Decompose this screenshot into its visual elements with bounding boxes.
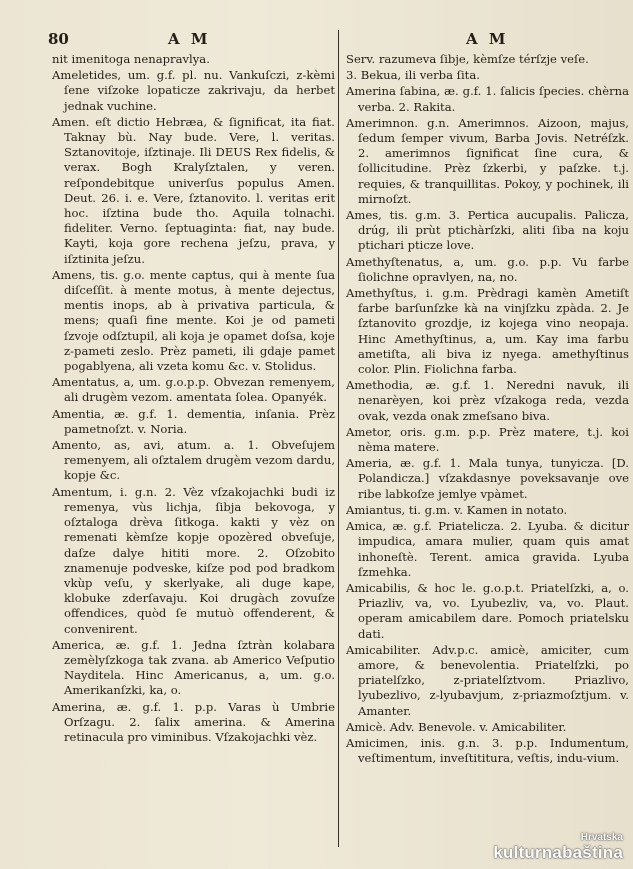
watermark-logo xyxy=(493,832,623,863)
right-column xyxy=(346,52,629,843)
dictionary-entry: Ametor, oris. g.m. p.p. Prèz matere, t.j. koi nèma matere. xyxy=(346,424,629,455)
dictionary-entry: Serv. razumeva ſibje, kèmſze térſzje veſe. xyxy=(346,52,589,66)
dictionary-entry: Ames, tis. g.m. 3. Pertica aucupalis. Palicza, drúg, ili prùt ptichàrſzki, aliti ſiba na koju ptichari pticze love. xyxy=(346,208,629,253)
dictionary-entry: Amethyſtus, i. g.m. Prèdragi kamèn Ametiſt farbe barſunſzke kà na vinjſzku zpàda. 2. Je ſztanovito grozdje, iz kojega vino neopaja. Hinc Amethyſtinus, a, um. Kay ima farbu ametiſta, ali biva iz nyega. amethyſtinus color. Plin. Fiolichna farba. xyxy=(346,286,629,377)
dictionary-entry: nit imenitoga nenapravlya. xyxy=(52,52,210,66)
page-header xyxy=(48,30,609,52)
dictionary-entry: Amentia, æ. g.f. 1. dementia, inſania. Prèz pametnoſzt. v. Noria. xyxy=(52,406,335,436)
dictionary-entry: Amiantus, ti. g.m. v. Kamen in notato. xyxy=(346,502,568,517)
dictionary-entry: Amicè. Adv. Benevole. v. Amicabiliter. xyxy=(346,719,567,734)
left-column xyxy=(52,52,335,843)
dictionary-entry: Amerina ſabina, æ. g.f. 1. ſalicis ſpecies. chèrna verba. 2. Rakita. xyxy=(346,84,629,114)
dictionary-entry: Amerina, æ. g.f. 1. p.p. Varas ù Umbrie Orſzagu. 2. ſalix amerina. & Amerina retinacula pro viminibus. Vſzakojachki vèz. xyxy=(52,699,335,744)
dictionary-entry: Amicimen, inis. g.n. 3. p.p. Indumentum, veſtimentum, inveſtititura, veſtis, indu-vium. xyxy=(346,735,629,766)
dictionary-entry: Amentum, i. g.n. 2. Vèz vſzakojachki budi iz remenya, vùs lichja, ſibja bekovoga, y oſztaloga drèva ſitkoga. kakti y vèz on remenati kèmſze kopje opozèred obveſuje, daſze dalye hititi more. 2. Oſzobito znamenuje podveske, kiſze pod pod bradkom vkùp veſu, y skerlyake, ali duge kape, klobuke zderſavaju. Koi drugàch zovuſze offendices, quòd ſe mutuò offenderent, & convenirent. xyxy=(52,484,335,636)
dictionary-entry: Amen. eſt dictio Hebræa, & ſignificat, ita fiat. Taknay bù. Nay bude. Vere, l. veritas. Sztanovitoje, iſztinaje. Ili DEUS Rex fidelis, & verax. Bogh Kralyſztalen, y veren. reſpondebitque univerſus populus Amen. Deut. 26. i. e. Vere, ſztanovito. l. veritas erit hoc. iſztina bude tho. Aquila tolnachi. fideliter. Verno. ſeptuaginta: fiat, nay bude. Kayti, koja gore rechena jeſzu, prava, y iſztinita jeſzu. xyxy=(52,114,335,266)
dictionary-entry: Amento, as, avi, atum. a. 1. Obveſujem remenyem, ali oſztalem drugèm vezom dardu, kopje &c. xyxy=(52,438,335,483)
dictionary-entry: Amerimnon. g.n. Amerimnos. Aizoon, majus, ſedum ſemper vivum, Barba Jovis. Netréſzk. 2. amerimnos ſignificat ſine cura, & ſollicitudine. Prèz ſzkerbi, y paſzke. t.j. requies, & tranquillitas. Pokoy, y pochinek, ili mirnoſzt. xyxy=(346,115,629,206)
dictionary-entry: Amethyſtenatus, a, um. g.o. p.p. Vu farbe ſiolichne opravlyen, na, no. xyxy=(346,254,629,284)
watermark-bottom-text: kulturnabaština xyxy=(493,843,623,862)
dictionary-entry: Amicabiliter. Adv.p.c. amicè, amiciter, cum amore, & benevolentia. Priatelſzki, po priatelſzko, z-priatelſztvom. Priazlivo, lyubezlivo, z-lyubavjum, z-priazmoſztjum. v. Amanter. xyxy=(346,642,629,718)
dictionary-entry: Amens, tis. g.o. mente captus, qui à mente ſua diſceſſit. à mente motus, à mente dejectus, mentis inops, ab à privativa particula, & mens; quaſi fine mente. Koi je od pameti ſzvoje odſztupil, ali koja je opamet doſsa, koje z-pameti zeslo. Prèz pameti, ili gdaje pamet pogablyena, ali vzeta komu &c. v. Stolidus. xyxy=(52,267,335,374)
dictionary-entry: America, æ. g.f. 1. Jedna ſztràn kolabara zemèlyſzkoga tak zvana. ab Americo Veſputio Nayditela. Hinc Americanus, a, um. g.o. Amerikanſzki, ka, o. xyxy=(52,637,335,698)
dictionary-entry: Amica, æ. g.f. Priatelicza. 2. Lyuba. & dicitur impudica, amara mulier, quam quis amat inhoneſtè. Terent. amica gravida. Lyuba ſzmehka. xyxy=(346,519,629,579)
running-head-left: A M xyxy=(168,30,211,48)
running-head-right: A M xyxy=(466,30,509,48)
page-number: 80 xyxy=(48,30,69,48)
dictionary-entry: 3. Bekua, ili verba ſita. xyxy=(346,68,480,83)
dictionary-entry: Amicabilis, & hoc le. g.o.p.t. Priatelſzki, a, o. Priazliv, va, vo. Lyubezliv, va, vo. Plaut. operam amicabilem dare. Pomoch priatelsku dati. xyxy=(346,580,629,641)
dictionary-entry: Ameletides, um. g.f. pl. nu. Vankuſczi, z-kèmi ſene viſzoke lopaticze zakrivaju, da herbet jednak vuchine. xyxy=(52,68,335,113)
dictionary-entry: Amentatus, a, um. g.o.p.p. Obvezan remenyem, ali drugèm vezom. amentata ſolea. Opanyék. xyxy=(52,375,335,405)
dictionary-entry: Ameria, æ. g.f. 1. Mala tunya, tunyicza. [D. Polandicza.] vſzakdasnye poveksavanje ove ribe labkoſze jemlye vpàmet. xyxy=(346,456,629,501)
watermark-top-text: Hrvatska xyxy=(580,832,623,843)
column-divider xyxy=(338,30,339,847)
dictionary-entry: Amethodia, æ. g.f. 1. Neredni navuk, ili nenarèyen, koi prèz vſzakoga reda, vezda ovak, vezda onak zmeſsano biva. xyxy=(346,378,629,423)
